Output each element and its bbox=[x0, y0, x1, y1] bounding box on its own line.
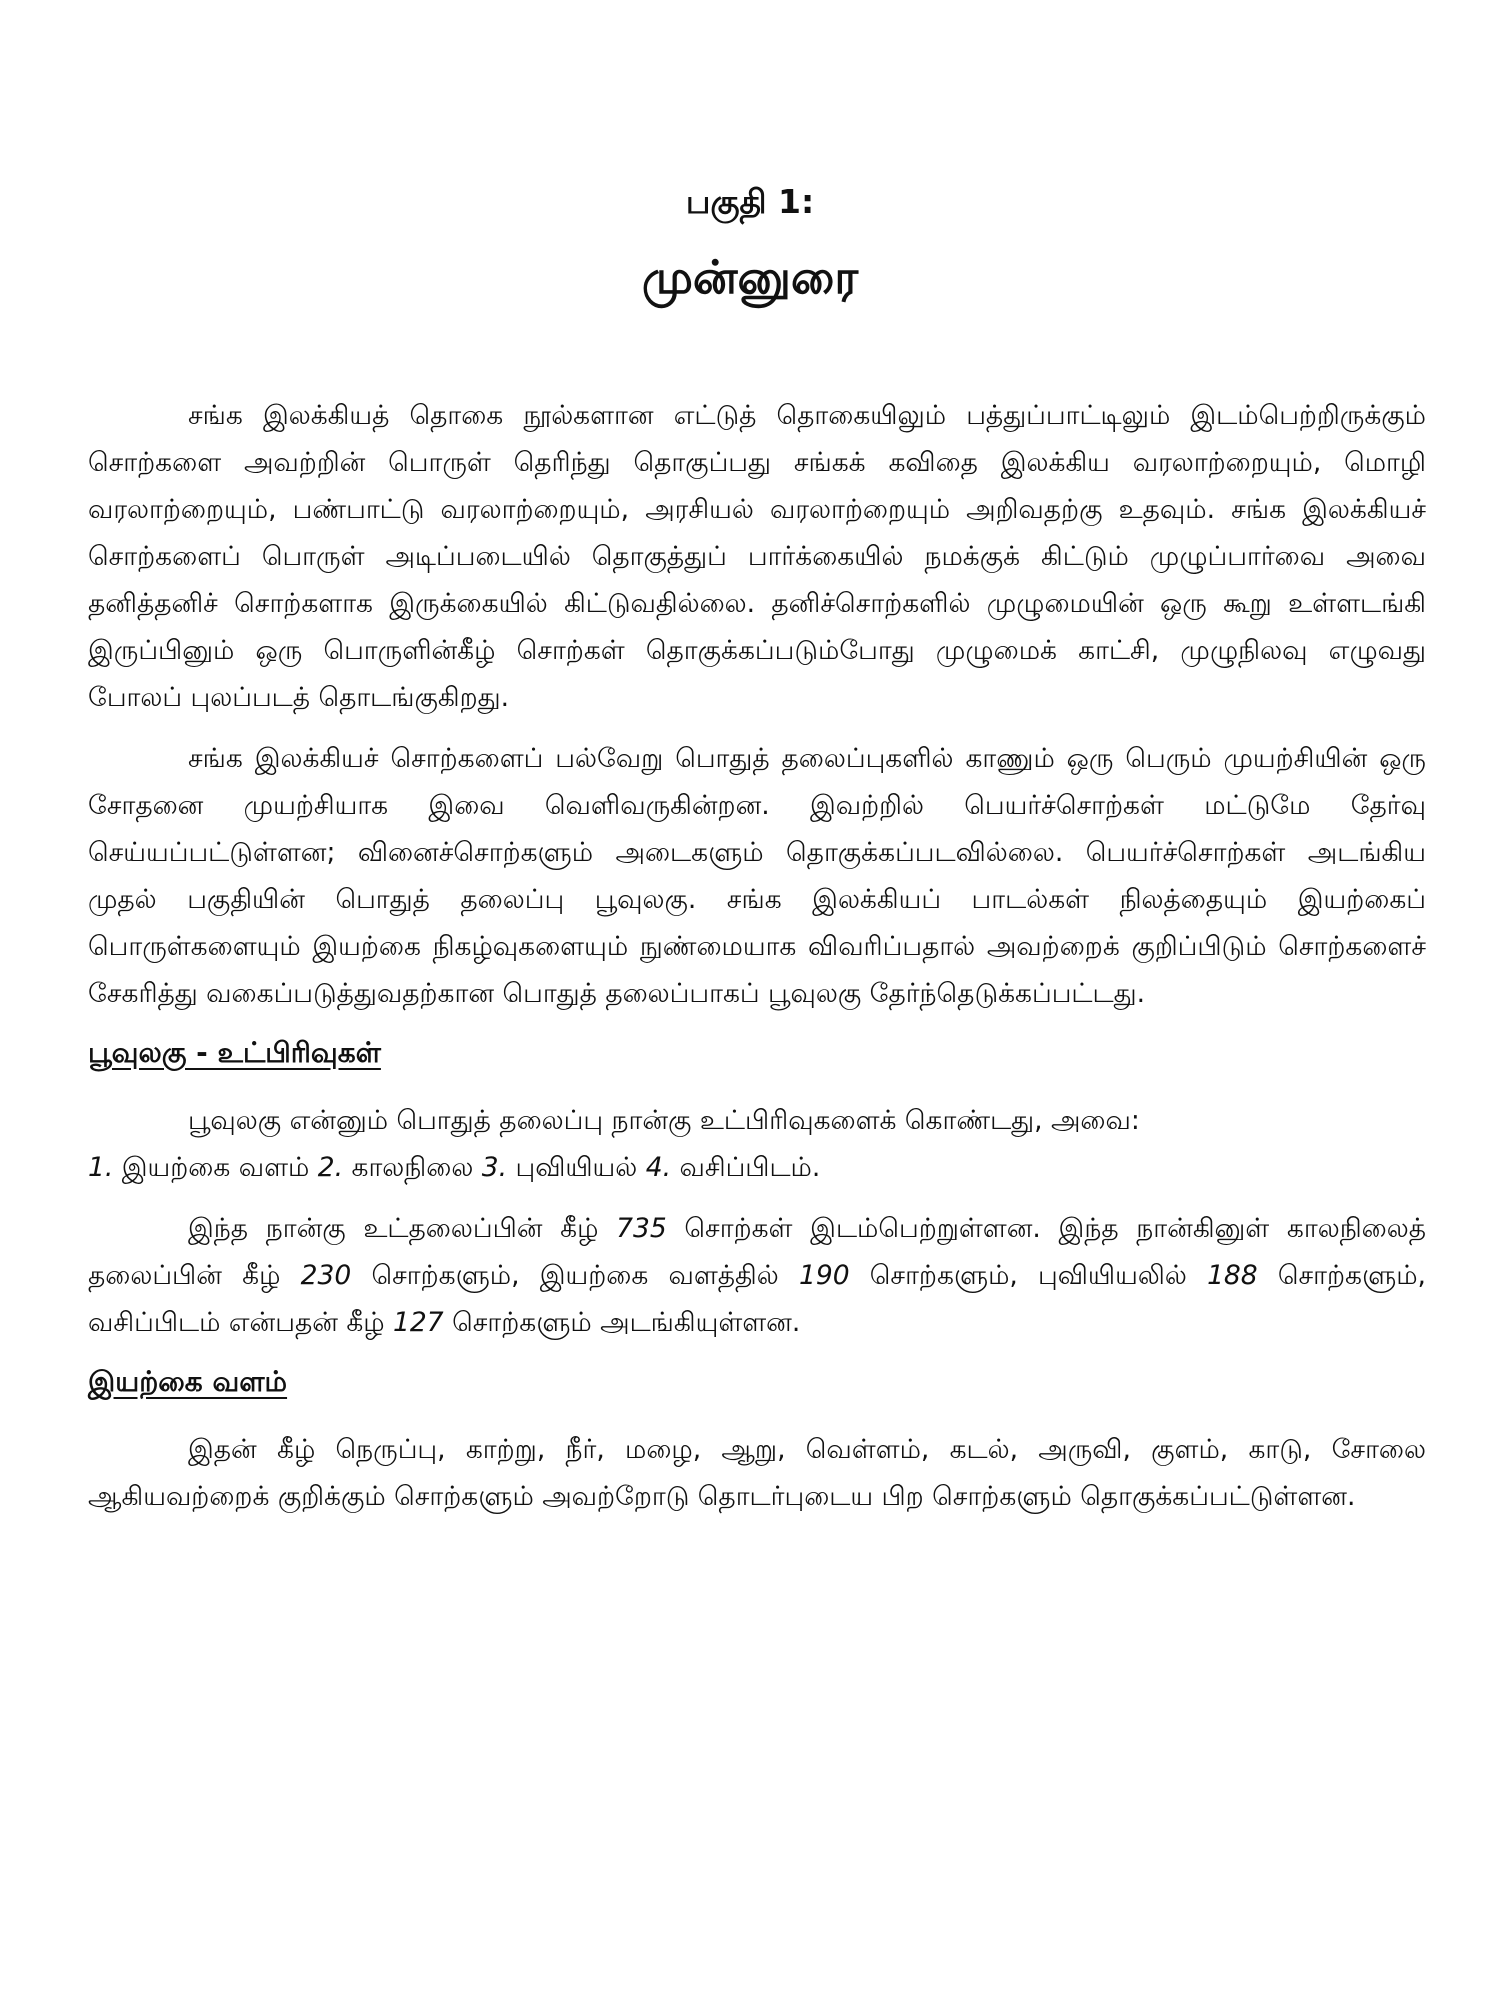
list-label: புவியியல் bbox=[515, 1152, 638, 1183]
intro-paragraph-1: சங்க இலக்கியத் தொகை நூல்களான எட்டுத் தொகையிலும் பத்துப்பாட்டிலும் இடம்பெற்றிருக்கும் சொற்களை அவற்றின் பொருள் தெரிந்து தொகுப்பது சங்கக் கவிதை இலக்கிய வரலாற்றையும், மொழி வரலாற்றையும், பண்பாட்டு வரலாற்றையும், அரசியல் வரலாற்றையும் அறிவதற்கு உதவும். சங்க இலக்கியச் சொற்களைப் பொருள் அடிப்படையில் தொகுத்துப் பார்க்கையில் நமக்குக் கிட்டும் முழுப்பார்வை அவை தனித்தனிச் சொற்களாக இருக்கையில் கிட்டுவதில்லை. தனிச்சொற்களில் முழுமையின் ஒரு கூறு உள்ளடங்கி இருப்பினும் ஒரு பொருளின்கீழ் சொற்கள் தொகுக்கப்படும்போது முழுமைக் காட்சி, முழுநிலவு எழுவது போலப் புலப்படத் தொடங்குகிறது. bbox=[88, 400, 1426, 713]
nature-word-count: 190 bbox=[798, 1260, 850, 1291]
chapter-title: முன்னுரை bbox=[641, 250, 859, 304]
list-label: இயற்கை வளம் bbox=[121, 1152, 310, 1183]
subdivision-list-item bbox=[482, 1152, 638, 1183]
list-number: 2. bbox=[317, 1152, 344, 1183]
subdivision-list-item bbox=[646, 1152, 821, 1183]
subdivisions-intro: பூவுலகு என்னும் பொதுத் தலைப்பு நான்கு உட்பிரிவுகளைக் கொண்டது, அவை: bbox=[188, 1105, 1140, 1136]
stats-text: சொற்களும், புவியியலில் bbox=[869, 1260, 1187, 1291]
geography-word-count: 188 bbox=[1207, 1260, 1258, 1291]
word-count-paragraph bbox=[88, 1205, 1426, 1346]
part-label: பகுதி 1: bbox=[685, 182, 815, 221]
total-word-count: 735 bbox=[616, 1213, 667, 1244]
stats-text: சொற்களும், இயற்கை வளத்தில் bbox=[371, 1260, 779, 1291]
stats-text: சொற்களும் அடங்கியுள்ளன. bbox=[452, 1307, 801, 1338]
list-label: வசிப்பிடம். bbox=[679, 1152, 821, 1183]
intro-paragraph-2: சங்க இலக்கியச் சொற்களைப் பல்வேறு பொதுத் தலைப்புகளில் காணும் ஒரு பெரும் முயற்சியின் ஒரு சோதனை முயற்சியாக இவை வெளிவருகின்றன. இவற்றில் பெயர்ச்சொற்கள் மட்டுமே தேர்வு செய்யப்பட்டுள்ளன; வினைச்சொற்களும் அடைகளும் தொகுக்கப்படவில்லை. பெயர்ச்சொற்கள் அடங்கிய முதல் பகுதியின் பொதுத் தலைப்பு பூவுலகு. சங்க இலக்கியப் பாடல்கள் நிலத்தையும் இயற்கைப் பொருள்களையும் இயற்கை நிகழ்வுகளையும் நுண்மையாக விவரிப்பதால் அவற்றைக் குறிப்பிடும் சொற்களைச் சேகரித்து வகைப்படுத்துவதற்கான பொதுத் தலைப்பாகப் பூவுலகு தேர்ந்தெடுக்கப்பட்டது. bbox=[88, 743, 1426, 1009]
subdivision-list-item bbox=[318, 1152, 474, 1183]
list-label: காலநிலை bbox=[351, 1152, 474, 1183]
list-number: 3. bbox=[481, 1152, 508, 1183]
climate-word-count: 230 bbox=[300, 1260, 352, 1291]
list-number: 1. bbox=[88, 1152, 114, 1183]
habitat-word-count: 127 bbox=[393, 1307, 444, 1338]
natural-resources-paragraph: இதன் கீழ் நெருப்பு, காற்று, நீர், மழை, ஆறு, வெள்ளம், கடல், அருவி, குளம், காடு, சோலை ஆகியவற்றைக் குறிக்கும் சொற்களும் அவற்றோடு தொடர்புடைய பிற சொற்களும் தொகுக்கப்பட்டுள்ளன. bbox=[88, 1434, 1426, 1512]
subdivision-list-item bbox=[88, 1152, 309, 1183]
body-text bbox=[88, 392, 1426, 1534]
list-number: 4. bbox=[645, 1152, 672, 1183]
subdivisions-paragraph bbox=[88, 1097, 1426, 1191]
stats-text: சொற்கள் இடம்பெற்றுள்ளன. இந்த நான்கினுள் காலநிலைத் தலைப்பின் கீழ் bbox=[88, 1213, 1426, 1291]
stats-text: இந்த நான்கு உட்தலைப்பின் கீழ் bbox=[188, 1213, 599, 1244]
stats-text: சொற்களும், வசிப்பிடம் என்பதன் கீழ் bbox=[88, 1260, 1426, 1338]
section-heading-subdivisions: பூவுலகு - உட்பிரிவுகள் bbox=[88, 1036, 381, 1069]
section-heading-natural-resources: இயற்கை வளம் bbox=[88, 1365, 288, 1398]
